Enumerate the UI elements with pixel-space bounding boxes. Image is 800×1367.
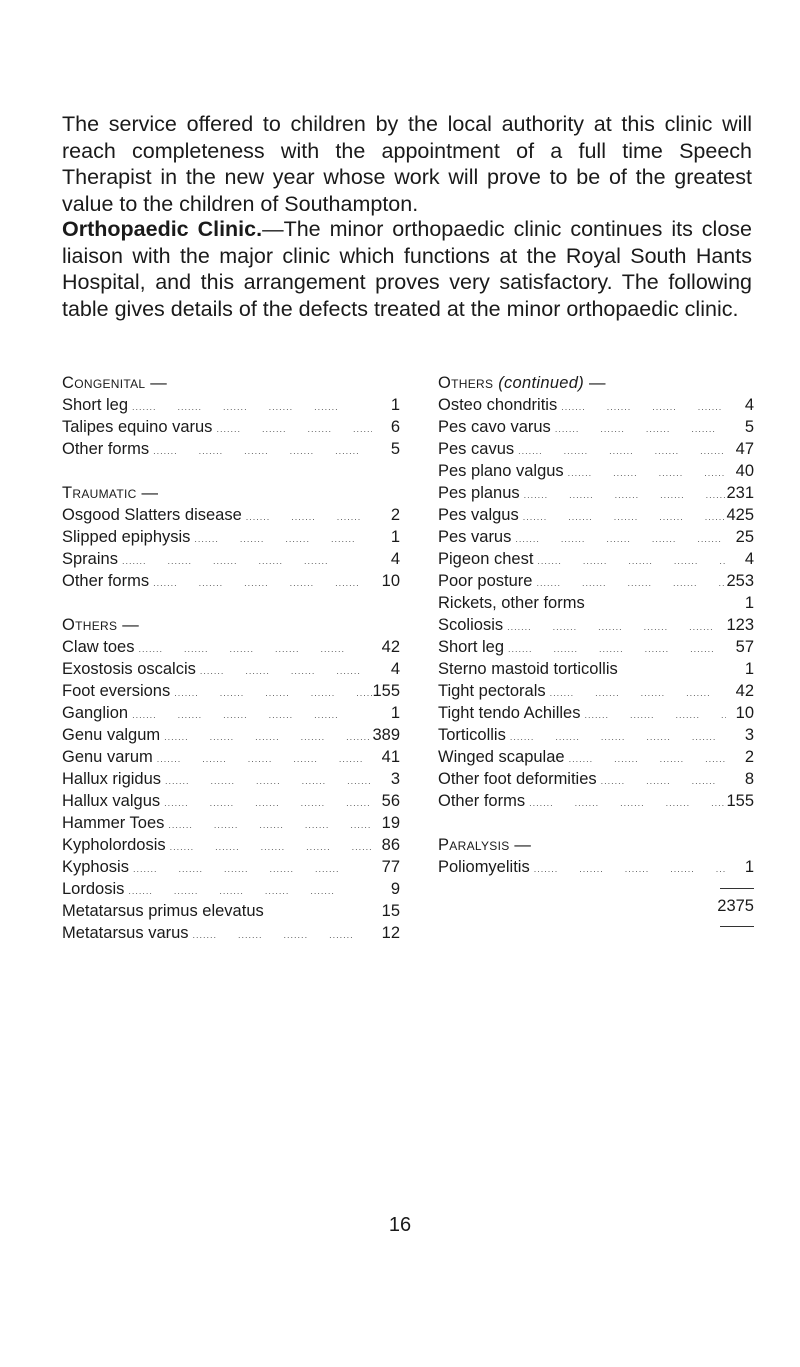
defect-count: 10 bbox=[735, 704, 754, 722]
defect-label: Metatarsus varus bbox=[62, 924, 189, 942]
table-row bbox=[62, 702, 400, 724]
leader-dots bbox=[597, 770, 726, 792]
section-heading-congenital: Congenital — bbox=[62, 374, 168, 392]
defect-label: Scoliosis bbox=[438, 616, 504, 634]
defect-count: 9 bbox=[390, 880, 400, 898]
leader-dots bbox=[514, 440, 726, 462]
defect-count: 56 bbox=[381, 792, 400, 810]
leader-dots bbox=[520, 484, 726, 506]
table-row bbox=[62, 416, 400, 438]
table-row bbox=[438, 746, 754, 768]
total-block bbox=[438, 878, 754, 922]
table-row bbox=[62, 636, 400, 658]
defect-label: Hallux rigidus bbox=[62, 770, 162, 788]
defect-label: Osgood Slatters disease bbox=[62, 506, 242, 524]
defect-label: Pes valgus bbox=[438, 506, 519, 524]
leader-dots bbox=[134, 638, 372, 660]
defect-count: 42 bbox=[381, 638, 400, 656]
table-row bbox=[438, 768, 754, 790]
leader-dots bbox=[525, 792, 726, 814]
defect-count: 4 bbox=[390, 660, 400, 678]
table-row bbox=[438, 416, 754, 438]
table-row bbox=[438, 680, 754, 702]
defect-label: Torticollis bbox=[438, 726, 506, 744]
leader-dots bbox=[546, 682, 726, 704]
table-right-column bbox=[438, 372, 754, 922]
defect-count: 3 bbox=[744, 726, 754, 744]
defect-label: Pigeon chest bbox=[438, 550, 534, 568]
total-rule-top bbox=[720, 888, 754, 889]
leader-dots bbox=[189, 924, 372, 946]
defect-count: 77 bbox=[381, 858, 400, 876]
table-row bbox=[438, 724, 754, 746]
congenital-list bbox=[62, 394, 400, 460]
table-row bbox=[62, 394, 400, 416]
defect-count: 8 bbox=[744, 770, 754, 788]
section-heading-others-continued bbox=[438, 372, 754, 394]
table-row bbox=[438, 614, 754, 636]
table-row bbox=[62, 548, 400, 570]
table-row bbox=[62, 438, 400, 460]
orthopaedic-body: —The minor orthopaedic clinic continues its close liaison with the major clinic which functions at the Royal South Hants Hospital, and this arrangement proves very satisfactory. The following table gives details of the defects treated at the minor orthopaedic clinic. bbox=[62, 217, 752, 321]
defect-label: Pes cavo varus bbox=[438, 418, 551, 436]
defect-label: Other foot deformities bbox=[438, 770, 597, 788]
defect-count: 389 bbox=[372, 726, 400, 744]
leader-dots bbox=[503, 616, 726, 638]
table-row bbox=[438, 548, 754, 570]
paralysis-list bbox=[438, 856, 754, 878]
defect-label: Winged scapulae bbox=[438, 748, 565, 766]
defect-count: 4 bbox=[744, 550, 754, 568]
defect-count: 1 bbox=[390, 704, 400, 722]
defect-label: Other forms bbox=[62, 572, 150, 590]
table-row bbox=[438, 438, 754, 460]
leader-dots bbox=[160, 792, 372, 814]
defect-count: 47 bbox=[735, 440, 754, 458]
defect-label: Sterno mastoid torticollis bbox=[438, 660, 618, 678]
table-row bbox=[438, 636, 754, 658]
leader-dots bbox=[128, 704, 372, 726]
table-row bbox=[438, 658, 754, 680]
leader-dots bbox=[532, 572, 726, 594]
table-row bbox=[438, 856, 754, 878]
defect-count: 40 bbox=[735, 462, 754, 480]
defect-count: 5 bbox=[744, 418, 754, 436]
defect-count: 425 bbox=[726, 506, 754, 524]
defect-count: 155 bbox=[372, 682, 400, 700]
traumatic-list bbox=[62, 504, 400, 592]
defect-label: Pes cavus bbox=[438, 440, 515, 458]
leader-dots bbox=[170, 682, 372, 704]
leader-dots bbox=[166, 836, 372, 858]
table-row bbox=[62, 768, 400, 790]
defect-count: 12 bbox=[381, 924, 400, 942]
leader-dots bbox=[118, 550, 372, 572]
defect-label: Hammer Toes bbox=[62, 814, 165, 832]
page-number: 16 bbox=[388, 1214, 412, 1236]
table-row bbox=[62, 570, 400, 592]
leader-dots bbox=[161, 770, 372, 792]
defect-label: Other forms bbox=[438, 792, 526, 810]
table-row bbox=[438, 482, 754, 504]
table-row bbox=[62, 812, 400, 834]
defect-label: Hallux valgus bbox=[62, 792, 161, 810]
leader-dots bbox=[149, 440, 372, 462]
others-continued-title: Others bbox=[438, 374, 494, 392]
table-row bbox=[62, 746, 400, 768]
leader-dots bbox=[196, 660, 372, 682]
defect-label: Pes plano valgus bbox=[438, 462, 564, 480]
defect-count: 57 bbox=[735, 638, 754, 656]
defect-label: Foot eversions bbox=[62, 682, 171, 700]
table-row bbox=[438, 790, 754, 812]
leader-dots bbox=[557, 396, 726, 418]
total-rule-bottom bbox=[720, 926, 754, 927]
table-row bbox=[62, 834, 400, 856]
table-row bbox=[62, 922, 400, 944]
section-heading-paralysis: Paralysis — bbox=[438, 836, 532, 854]
defect-count: 6 bbox=[390, 418, 400, 436]
table-row bbox=[62, 856, 400, 878]
leader-dots bbox=[153, 748, 372, 770]
defect-count: 1 bbox=[390, 528, 400, 546]
defect-count: 3 bbox=[390, 770, 400, 788]
defect-label: Talipes equino varus bbox=[62, 418, 213, 436]
defect-label: Tight tendo Achilles bbox=[438, 704, 581, 722]
table-row bbox=[438, 570, 754, 592]
table-row bbox=[62, 526, 400, 548]
table-row bbox=[438, 460, 754, 482]
defect-count: 5 bbox=[390, 440, 400, 458]
defect-label: Pes planus bbox=[438, 484, 520, 502]
defect-label: Poor posture bbox=[438, 572, 533, 590]
table-row bbox=[438, 526, 754, 548]
defect-label: Tight pectorals bbox=[438, 682, 546, 700]
leader-dots bbox=[212, 418, 372, 440]
leader-dots bbox=[519, 506, 726, 528]
table-row bbox=[62, 680, 400, 702]
defect-count: 19 bbox=[381, 814, 400, 832]
orthopaedic-heading: Orthopaedic Clinic. bbox=[62, 217, 263, 241]
defect-count: 1 bbox=[390, 396, 400, 414]
defect-label: Rickets, other forms bbox=[438, 594, 585, 612]
defect-label: Exostosis oscalcis bbox=[62, 660, 196, 678]
leader-dots bbox=[506, 726, 726, 748]
defect-label: Slipped epiphysis bbox=[62, 528, 191, 546]
defect-label: Genu varum bbox=[62, 748, 153, 766]
defect-label: Lordosis bbox=[62, 880, 125, 898]
leader-dots bbox=[551, 418, 726, 440]
defect-count: 86 bbox=[381, 836, 400, 854]
defect-count: 123 bbox=[726, 616, 754, 634]
defect-count: 2 bbox=[744, 748, 754, 766]
section-heading-traumatic: Traumatic — bbox=[62, 484, 159, 502]
others-continued-dash: — bbox=[588, 374, 606, 392]
defect-label: Osteo chondritis bbox=[438, 396, 558, 414]
defect-label: Kypholordosis bbox=[62, 836, 166, 854]
orthopaedic-paragraph bbox=[62, 216, 752, 322]
defect-count: 25 bbox=[735, 528, 754, 546]
defect-count: 1 bbox=[744, 660, 754, 678]
table-row bbox=[62, 878, 400, 900]
leader-dots bbox=[533, 550, 726, 572]
defect-count: 231 bbox=[726, 484, 754, 502]
table-row bbox=[438, 592, 754, 614]
table-row bbox=[62, 504, 400, 526]
defect-label: Genu valgum bbox=[62, 726, 161, 744]
intro-paragraph: The service offered to children by the local authority at this clinic will reach completeness with the appointment of a full time Speech Therapist in the new year whose work will prove to be of the greatest value to the children of Southampton. bbox=[62, 112, 752, 216]
table-row bbox=[438, 394, 754, 416]
table-row bbox=[62, 658, 400, 680]
defect-label: Short leg bbox=[438, 638, 505, 656]
leader-dots bbox=[565, 748, 726, 770]
leader-dots bbox=[160, 726, 372, 748]
leader-dots bbox=[564, 462, 726, 484]
leader-dots bbox=[511, 528, 726, 550]
defect-count: 253 bbox=[726, 572, 754, 590]
table-row bbox=[438, 504, 754, 526]
defect-label: Pes varus bbox=[438, 528, 512, 546]
section-heading-others: Others — bbox=[62, 616, 139, 634]
defect-label: Ganglion bbox=[62, 704, 129, 722]
defect-count: 42 bbox=[735, 682, 754, 700]
leader-dots bbox=[149, 572, 372, 594]
others-list bbox=[62, 636, 400, 944]
defect-count: 1 bbox=[744, 594, 754, 612]
defect-count: 15 bbox=[381, 902, 400, 920]
leader-dots bbox=[128, 396, 372, 418]
leader-dots bbox=[129, 858, 372, 880]
defect-count: 4 bbox=[744, 396, 754, 414]
defect-label: Claw toes bbox=[62, 638, 135, 656]
others-continued-italic: (continued) bbox=[498, 374, 585, 392]
defect-label: Other forms bbox=[62, 440, 150, 458]
grand-total: 2375 bbox=[717, 897, 754, 915]
defect-label: Metatarsus primus elevatus bbox=[62, 902, 264, 920]
leader-dots bbox=[242, 506, 372, 528]
defect-label: Sprains bbox=[62, 550, 118, 568]
table-row bbox=[62, 900, 400, 922]
defect-count: 41 bbox=[381, 748, 400, 766]
leader-dots bbox=[190, 528, 372, 550]
others-continued-list bbox=[438, 394, 754, 812]
table-left-column bbox=[62, 372, 400, 944]
defect-count: 4 bbox=[390, 550, 400, 568]
table-row bbox=[62, 724, 400, 746]
defect-count: 155 bbox=[726, 792, 754, 810]
table-row bbox=[438, 702, 754, 724]
defect-count: 2 bbox=[390, 506, 400, 524]
defect-count: 1 bbox=[744, 858, 754, 876]
table-row bbox=[62, 790, 400, 812]
leader-dots bbox=[124, 880, 372, 902]
leader-dots bbox=[530, 858, 726, 880]
defect-label: Poliomyelitis bbox=[438, 858, 530, 876]
defect-count: 10 bbox=[381, 572, 400, 590]
leader-dots bbox=[504, 638, 726, 660]
leader-dots bbox=[580, 704, 726, 726]
leader-dots bbox=[164, 814, 372, 836]
defect-label: Kyphosis bbox=[62, 858, 129, 876]
defect-label: Short leg bbox=[62, 396, 129, 414]
